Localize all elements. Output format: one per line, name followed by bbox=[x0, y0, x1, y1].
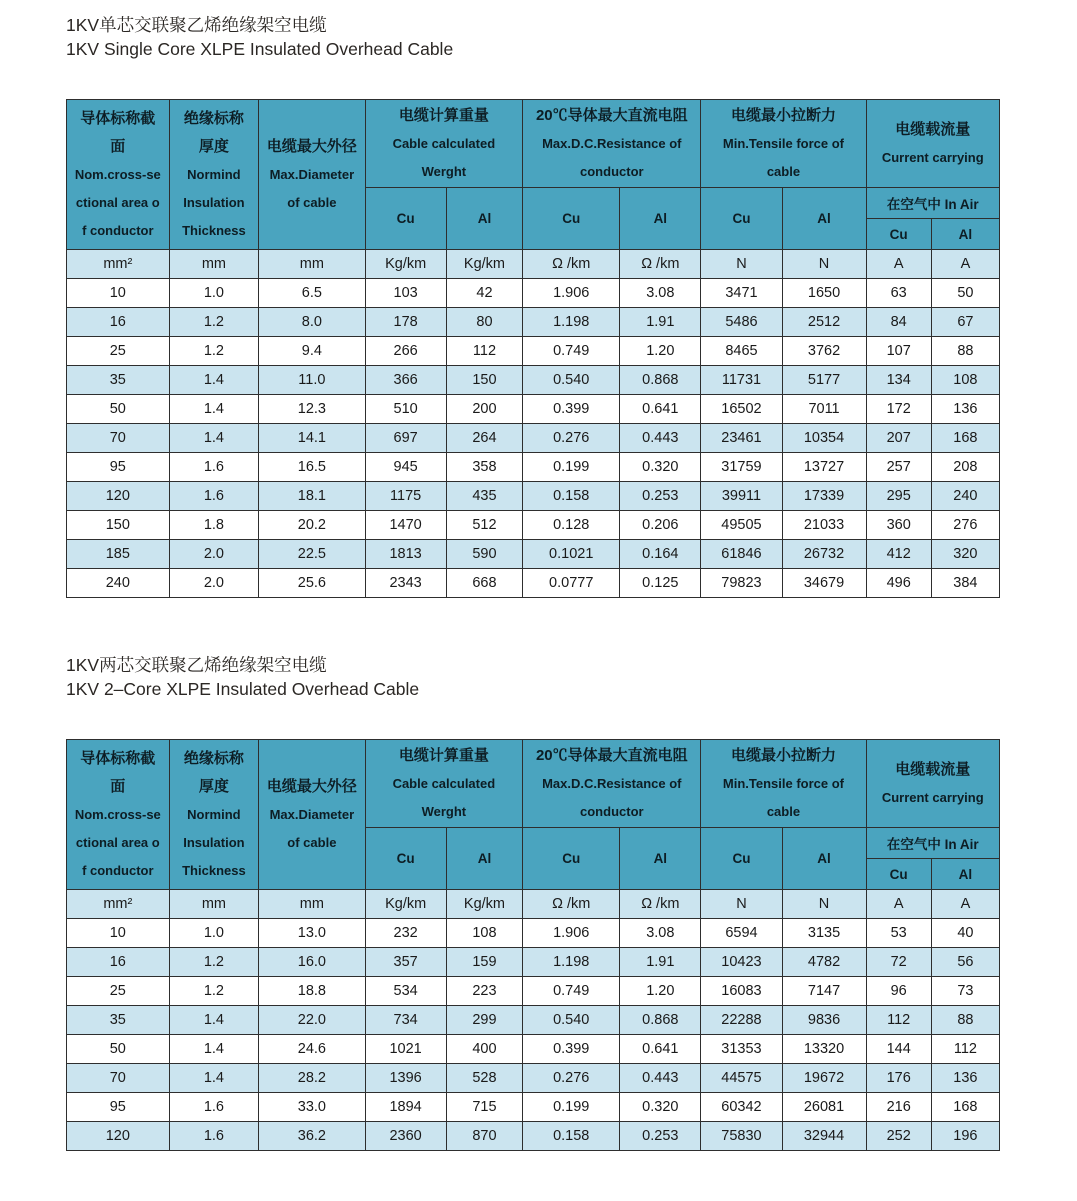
header-dc-resistance-group: 20℃导体最大直流电阻 Max.D.C.Resistance of conductor bbox=[523, 100, 701, 188]
value-cell: 0.320 bbox=[620, 1093, 701, 1122]
value-cell: 3762 bbox=[782, 337, 866, 366]
value-cell: 10 bbox=[67, 279, 170, 308]
header-al: Al bbox=[620, 188, 701, 250]
value-cell: 0.868 bbox=[620, 1006, 701, 1035]
value-cell: 112 bbox=[931, 1035, 999, 1064]
header-nominal-area: 导体标称截面 Nom.cross-sectional area of conductor bbox=[67, 740, 170, 890]
value-cell: 715 bbox=[446, 1093, 523, 1122]
value-cell: 25 bbox=[67, 977, 170, 1006]
value-cell: 0.158 bbox=[523, 1122, 620, 1151]
value-cell: 1.6 bbox=[169, 482, 259, 511]
header-cu: Cu bbox=[523, 188, 620, 250]
value-cell: 534 bbox=[365, 977, 446, 1006]
value-cell: 6.5 bbox=[259, 279, 365, 308]
table-row bbox=[67, 482, 1000, 511]
header-in-air: 在空气中 In Air bbox=[866, 188, 999, 219]
unit-cell: N bbox=[701, 890, 782, 919]
value-cell: 0.0777 bbox=[523, 569, 620, 598]
value-cell: 20.2 bbox=[259, 511, 365, 540]
table-row bbox=[67, 511, 1000, 540]
value-cell: 2.0 bbox=[169, 569, 259, 598]
units-row bbox=[67, 890, 1000, 919]
value-cell: 207 bbox=[866, 424, 931, 453]
unit-cell: A bbox=[931, 890, 999, 919]
value-cell: 0.399 bbox=[523, 1035, 620, 1064]
value-cell: 358 bbox=[446, 453, 523, 482]
value-cell: 945 bbox=[365, 453, 446, 482]
value-cell: 24.6 bbox=[259, 1035, 365, 1064]
value-cell: 108 bbox=[931, 366, 999, 395]
value-cell: 1470 bbox=[365, 511, 446, 540]
value-cell: 1396 bbox=[365, 1064, 446, 1093]
table-body bbox=[67, 890, 1000, 1151]
value-cell: 1.906 bbox=[523, 919, 620, 948]
table-row bbox=[67, 977, 1000, 1006]
value-cell: 1.4 bbox=[169, 1006, 259, 1035]
spec-table-two-core bbox=[66, 739, 1000, 1151]
value-cell: 1.2 bbox=[169, 308, 259, 337]
value-cell: 6594 bbox=[701, 919, 782, 948]
value-cell: 19672 bbox=[782, 1064, 866, 1093]
table-row bbox=[67, 540, 1000, 569]
value-cell: 1.4 bbox=[169, 1064, 259, 1093]
unit-cell: N bbox=[701, 250, 782, 279]
value-cell: 7147 bbox=[782, 977, 866, 1006]
value-cell: 112 bbox=[866, 1006, 931, 1035]
value-cell: 120 bbox=[67, 1122, 170, 1151]
value-cell: 16502 bbox=[701, 395, 782, 424]
value-cell: 1175 bbox=[365, 482, 446, 511]
value-cell: 320 bbox=[931, 540, 999, 569]
value-cell: 22.5 bbox=[259, 540, 365, 569]
value-cell: 23461 bbox=[701, 424, 782, 453]
value-cell: 136 bbox=[931, 1064, 999, 1093]
header-cu: Cu bbox=[701, 828, 782, 890]
header-insulation-thickness: 绝缘标称厚度 Normind Insulation Thickness bbox=[169, 740, 259, 890]
unit-cell: Ω /km bbox=[620, 250, 701, 279]
unit-cell: Kg/km bbox=[365, 890, 446, 919]
header-al: Al bbox=[931, 219, 999, 250]
value-cell: 7011 bbox=[782, 395, 866, 424]
value-cell: 5486 bbox=[701, 308, 782, 337]
value-cell: 1.20 bbox=[620, 337, 701, 366]
value-cell: 1.0 bbox=[169, 919, 259, 948]
value-cell: 510 bbox=[365, 395, 446, 424]
value-cell: 108 bbox=[446, 919, 523, 948]
value-cell: 13320 bbox=[782, 1035, 866, 1064]
value-cell: 70 bbox=[67, 424, 170, 453]
value-cell: 13727 bbox=[782, 453, 866, 482]
value-cell: 240 bbox=[931, 482, 999, 511]
value-cell: 0.164 bbox=[620, 540, 701, 569]
unit-cell: mm bbox=[259, 250, 365, 279]
value-cell: 1.198 bbox=[523, 308, 620, 337]
header-in-air: 在空气中 In Air bbox=[866, 828, 999, 859]
value-cell: 1.6 bbox=[169, 453, 259, 482]
section-single-core bbox=[66, 13, 1000, 598]
value-cell: 26081 bbox=[782, 1093, 866, 1122]
value-cell: 0.276 bbox=[523, 1064, 620, 1093]
table-row bbox=[67, 337, 1000, 366]
value-cell: 22.0 bbox=[259, 1006, 365, 1035]
value-cell: 16 bbox=[67, 308, 170, 337]
value-cell: 357 bbox=[365, 948, 446, 977]
value-cell: 95 bbox=[67, 1093, 170, 1122]
value-cell: 257 bbox=[866, 453, 931, 482]
value-cell: 134 bbox=[866, 366, 931, 395]
value-cell: 9836 bbox=[782, 1006, 866, 1035]
value-cell: 1.2 bbox=[169, 948, 259, 977]
table-row bbox=[67, 1035, 1000, 1064]
units-row bbox=[67, 250, 1000, 279]
value-cell: 0.868 bbox=[620, 366, 701, 395]
section-title bbox=[66, 13, 1000, 61]
unit-cell: A bbox=[931, 250, 999, 279]
value-cell: 384 bbox=[931, 569, 999, 598]
value-cell: 14.1 bbox=[259, 424, 365, 453]
value-cell: 159 bbox=[446, 948, 523, 977]
value-cell: 33.0 bbox=[259, 1093, 365, 1122]
value-cell: 35 bbox=[67, 366, 170, 395]
value-cell: 1.2 bbox=[169, 337, 259, 366]
value-cell: 79823 bbox=[701, 569, 782, 598]
value-cell: 136 bbox=[931, 395, 999, 424]
value-cell: 50 bbox=[931, 279, 999, 308]
unit-cell: mm bbox=[169, 890, 259, 919]
value-cell: 240 bbox=[67, 569, 170, 598]
value-cell: 512 bbox=[446, 511, 523, 540]
value-cell: 8465 bbox=[701, 337, 782, 366]
value-cell: 3135 bbox=[782, 919, 866, 948]
value-cell: 28.2 bbox=[259, 1064, 365, 1093]
value-cell: 0.128 bbox=[523, 511, 620, 540]
value-cell: 56 bbox=[931, 948, 999, 977]
value-cell: 72 bbox=[866, 948, 931, 977]
value-cell: 276 bbox=[931, 511, 999, 540]
header-dc-resistance-group: 20℃导体最大直流电阻 Max.D.C.Resistance of conductor bbox=[523, 740, 701, 828]
table-body bbox=[67, 250, 1000, 598]
table-row bbox=[67, 395, 1000, 424]
unit-cell: mm² bbox=[67, 890, 170, 919]
header-al: Al bbox=[446, 188, 523, 250]
value-cell: 26732 bbox=[782, 540, 866, 569]
value-cell: 0.443 bbox=[620, 424, 701, 453]
value-cell: 0.253 bbox=[620, 1122, 701, 1151]
unit-cell: mm² bbox=[67, 250, 170, 279]
header-max-diameter: 电缆最大外径 Max.Diameter of cable bbox=[259, 740, 365, 890]
value-cell: 1894 bbox=[365, 1093, 446, 1122]
spec-table-single-core bbox=[66, 99, 1000, 598]
value-cell: 0.443 bbox=[620, 1064, 701, 1093]
table-row bbox=[67, 569, 1000, 598]
table-row bbox=[67, 308, 1000, 337]
unit-cell: Kg/km bbox=[365, 250, 446, 279]
header-cu: Cu bbox=[701, 188, 782, 250]
unit-cell: N bbox=[782, 250, 866, 279]
value-cell: 36.2 bbox=[259, 1122, 365, 1151]
value-cell: 0.158 bbox=[523, 482, 620, 511]
value-cell: 2512 bbox=[782, 308, 866, 337]
section-title-zh: 1KV两芯交联聚乙烯绝缘架空电缆 bbox=[66, 655, 327, 675]
section-two-core bbox=[66, 653, 1000, 1151]
value-cell: 9.4 bbox=[259, 337, 365, 366]
value-cell: 3.08 bbox=[620, 279, 701, 308]
table-row bbox=[67, 1093, 1000, 1122]
value-cell: 34679 bbox=[782, 569, 866, 598]
value-cell: 0.749 bbox=[523, 337, 620, 366]
value-cell: 88 bbox=[931, 337, 999, 366]
value-cell: 4782 bbox=[782, 948, 866, 977]
header-tensile-force-group: 电缆最小拉断力 Min.Tensile force of cable bbox=[701, 740, 866, 828]
value-cell: 223 bbox=[446, 977, 523, 1006]
value-cell: 1.8 bbox=[169, 511, 259, 540]
section-title bbox=[66, 653, 1000, 701]
value-cell: 1.91 bbox=[620, 308, 701, 337]
value-cell: 1650 bbox=[782, 279, 866, 308]
value-cell: 53 bbox=[866, 919, 931, 948]
value-cell: 1.4 bbox=[169, 424, 259, 453]
table-row bbox=[67, 279, 1000, 308]
value-cell: 172 bbox=[866, 395, 931, 424]
value-cell: 80 bbox=[446, 308, 523, 337]
value-cell: 150 bbox=[67, 511, 170, 540]
value-cell: 96 bbox=[866, 977, 931, 1006]
value-cell: 144 bbox=[866, 1035, 931, 1064]
value-cell: 49505 bbox=[701, 511, 782, 540]
value-cell: 0.641 bbox=[620, 395, 701, 424]
value-cell: 25.6 bbox=[259, 569, 365, 598]
value-cell: 1.0 bbox=[169, 279, 259, 308]
value-cell: 73 bbox=[931, 977, 999, 1006]
value-cell: 1.906 bbox=[523, 279, 620, 308]
value-cell: 168 bbox=[931, 1093, 999, 1122]
value-cell: 3471 bbox=[701, 279, 782, 308]
value-cell: 12.3 bbox=[259, 395, 365, 424]
value-cell: 496 bbox=[866, 569, 931, 598]
value-cell: 435 bbox=[446, 482, 523, 511]
value-cell: 1813 bbox=[365, 540, 446, 569]
value-cell: 528 bbox=[446, 1064, 523, 1093]
value-cell: 360 bbox=[866, 511, 931, 540]
table-row bbox=[67, 919, 1000, 948]
header-al: Al bbox=[620, 828, 701, 890]
value-cell: 0.199 bbox=[523, 1093, 620, 1122]
table-row bbox=[67, 424, 1000, 453]
value-cell: 84 bbox=[866, 308, 931, 337]
header-calc-weight-group: 电缆计算重量 Cable calculated Werght bbox=[365, 740, 523, 828]
value-cell: 10 bbox=[67, 919, 170, 948]
value-cell: 31353 bbox=[701, 1035, 782, 1064]
table-row bbox=[67, 948, 1000, 977]
value-cell: 11731 bbox=[701, 366, 782, 395]
header-cu: Cu bbox=[523, 828, 620, 890]
value-cell: 299 bbox=[446, 1006, 523, 1035]
header-insulation-thickness: 绝缘标称厚度 Normind Insulation Thickness bbox=[169, 100, 259, 250]
header-tensile-force-group: 电缆最小拉断力 Min.Tensile force of cable bbox=[701, 100, 866, 188]
unit-cell: A bbox=[866, 250, 931, 279]
header-al: Al bbox=[931, 859, 999, 890]
value-cell: 22288 bbox=[701, 1006, 782, 1035]
value-cell: 366 bbox=[365, 366, 446, 395]
value-cell: 103 bbox=[365, 279, 446, 308]
value-cell: 178 bbox=[365, 308, 446, 337]
value-cell: 44575 bbox=[701, 1064, 782, 1093]
header-cu: Cu bbox=[866, 859, 931, 890]
value-cell: 10423 bbox=[701, 948, 782, 977]
value-cell: 295 bbox=[866, 482, 931, 511]
value-cell: 42 bbox=[446, 279, 523, 308]
value-cell: 21033 bbox=[782, 511, 866, 540]
value-cell: 150 bbox=[446, 366, 523, 395]
header-cu: Cu bbox=[365, 828, 446, 890]
unit-cell: Ω /km bbox=[523, 250, 620, 279]
value-cell: 10354 bbox=[782, 424, 866, 453]
header-current-carrying-group: 电缆载流量 Current carrying bbox=[866, 100, 999, 188]
value-cell: 185 bbox=[67, 540, 170, 569]
value-cell: 0.276 bbox=[523, 424, 620, 453]
unit-cell: Kg/km bbox=[446, 250, 523, 279]
value-cell: 0.125 bbox=[620, 569, 701, 598]
value-cell: 16083 bbox=[701, 977, 782, 1006]
value-cell: 31759 bbox=[701, 453, 782, 482]
value-cell: 734 bbox=[365, 1006, 446, 1035]
unit-cell: A bbox=[866, 890, 931, 919]
value-cell: 25 bbox=[67, 337, 170, 366]
value-cell: 0.1021 bbox=[523, 540, 620, 569]
value-cell: 1.6 bbox=[169, 1122, 259, 1151]
value-cell: 232 bbox=[365, 919, 446, 948]
value-cell: 168 bbox=[931, 424, 999, 453]
value-cell: 1.4 bbox=[169, 1035, 259, 1064]
value-cell: 0.540 bbox=[523, 366, 620, 395]
unit-cell: Kg/km bbox=[446, 890, 523, 919]
table-header bbox=[67, 740, 1000, 890]
unit-cell: Ω /km bbox=[523, 890, 620, 919]
section-title-en: 1KV 2–Core XLPE Insulated Overhead Cable bbox=[66, 679, 420, 699]
value-cell: 18.8 bbox=[259, 977, 365, 1006]
value-cell: 35 bbox=[67, 1006, 170, 1035]
value-cell: 400 bbox=[446, 1035, 523, 1064]
unit-cell: mm bbox=[169, 250, 259, 279]
table-row bbox=[67, 1064, 1000, 1093]
value-cell: 18.1 bbox=[259, 482, 365, 511]
value-cell: 870 bbox=[446, 1122, 523, 1151]
value-cell: 16.5 bbox=[259, 453, 365, 482]
value-cell: 17339 bbox=[782, 482, 866, 511]
header-nominal-area: 导体标称截面 Nom.cross-sectional area of conductor bbox=[67, 100, 170, 250]
value-cell: 2.0 bbox=[169, 540, 259, 569]
value-cell: 63 bbox=[866, 279, 931, 308]
value-cell: 697 bbox=[365, 424, 446, 453]
value-cell: 264 bbox=[446, 424, 523, 453]
value-cell: 668 bbox=[446, 569, 523, 598]
header-al: Al bbox=[782, 188, 866, 250]
value-cell: 112 bbox=[446, 337, 523, 366]
header-al: Al bbox=[782, 828, 866, 890]
unit-cell: N bbox=[782, 890, 866, 919]
value-cell: 208 bbox=[931, 453, 999, 482]
value-cell: 0.399 bbox=[523, 395, 620, 424]
value-cell: 13.0 bbox=[259, 919, 365, 948]
value-cell: 2360 bbox=[365, 1122, 446, 1151]
value-cell: 50 bbox=[67, 395, 170, 424]
value-cell: 1.6 bbox=[169, 1093, 259, 1122]
value-cell: 0.641 bbox=[620, 1035, 701, 1064]
value-cell: 1.91 bbox=[620, 948, 701, 977]
table-row bbox=[67, 1122, 1000, 1151]
value-cell: 0.199 bbox=[523, 453, 620, 482]
value-cell: 75830 bbox=[701, 1122, 782, 1151]
value-cell: 1.20 bbox=[620, 977, 701, 1006]
value-cell: 39911 bbox=[701, 482, 782, 511]
value-cell: 1.4 bbox=[169, 366, 259, 395]
header-cu: Cu bbox=[866, 219, 931, 250]
value-cell: 2343 bbox=[365, 569, 446, 598]
value-cell: 200 bbox=[446, 395, 523, 424]
value-cell: 88 bbox=[931, 1006, 999, 1035]
header-al: Al bbox=[446, 828, 523, 890]
value-cell: 61846 bbox=[701, 540, 782, 569]
table-header bbox=[67, 100, 1000, 250]
table-row bbox=[67, 1006, 1000, 1035]
value-cell: 0.320 bbox=[620, 453, 701, 482]
unit-cell: Ω /km bbox=[620, 890, 701, 919]
value-cell: 252 bbox=[866, 1122, 931, 1151]
value-cell: 412 bbox=[866, 540, 931, 569]
value-cell: 11.0 bbox=[259, 366, 365, 395]
value-cell: 0.540 bbox=[523, 1006, 620, 1035]
value-cell: 95 bbox=[67, 453, 170, 482]
value-cell: 60342 bbox=[701, 1093, 782, 1122]
section-title-en: 1KV Single Core XLPE Insulated Overhead Cable bbox=[66, 39, 454, 59]
value-cell: 67 bbox=[931, 308, 999, 337]
value-cell: 40 bbox=[931, 919, 999, 948]
header-calc-weight-group: 电缆计算重量 Cable calculated Werght bbox=[365, 100, 523, 188]
value-cell: 1.4 bbox=[169, 395, 259, 424]
header-current-carrying-group: 电缆载流量 Current carrying bbox=[866, 740, 999, 828]
value-cell: 0.206 bbox=[620, 511, 701, 540]
value-cell: 590 bbox=[446, 540, 523, 569]
value-cell: 120 bbox=[67, 482, 170, 511]
value-cell: 1.2 bbox=[169, 977, 259, 1006]
header-max-diameter: 电缆最大外径 Max.Diameter of cable bbox=[259, 100, 365, 250]
value-cell: 70 bbox=[67, 1064, 170, 1093]
value-cell: 1.198 bbox=[523, 948, 620, 977]
unit-cell: mm bbox=[259, 890, 365, 919]
value-cell: 107 bbox=[866, 337, 931, 366]
value-cell: 216 bbox=[866, 1093, 931, 1122]
value-cell: 8.0 bbox=[259, 308, 365, 337]
value-cell: 1021 bbox=[365, 1035, 446, 1064]
value-cell: 16.0 bbox=[259, 948, 365, 977]
value-cell: 16 bbox=[67, 948, 170, 977]
value-cell: 176 bbox=[866, 1064, 931, 1093]
value-cell: 266 bbox=[365, 337, 446, 366]
table-row bbox=[67, 453, 1000, 482]
value-cell: 50 bbox=[67, 1035, 170, 1064]
value-cell: 0.253 bbox=[620, 482, 701, 511]
value-cell: 3.08 bbox=[620, 919, 701, 948]
table-row bbox=[67, 366, 1000, 395]
header-cu: Cu bbox=[365, 188, 446, 250]
value-cell: 196 bbox=[931, 1122, 999, 1151]
value-cell: 0.749 bbox=[523, 977, 620, 1006]
value-cell: 5177 bbox=[782, 366, 866, 395]
section-title-zh: 1KV单芯交联聚乙烯绝缘架空电缆 bbox=[66, 15, 327, 35]
value-cell: 32944 bbox=[782, 1122, 866, 1151]
